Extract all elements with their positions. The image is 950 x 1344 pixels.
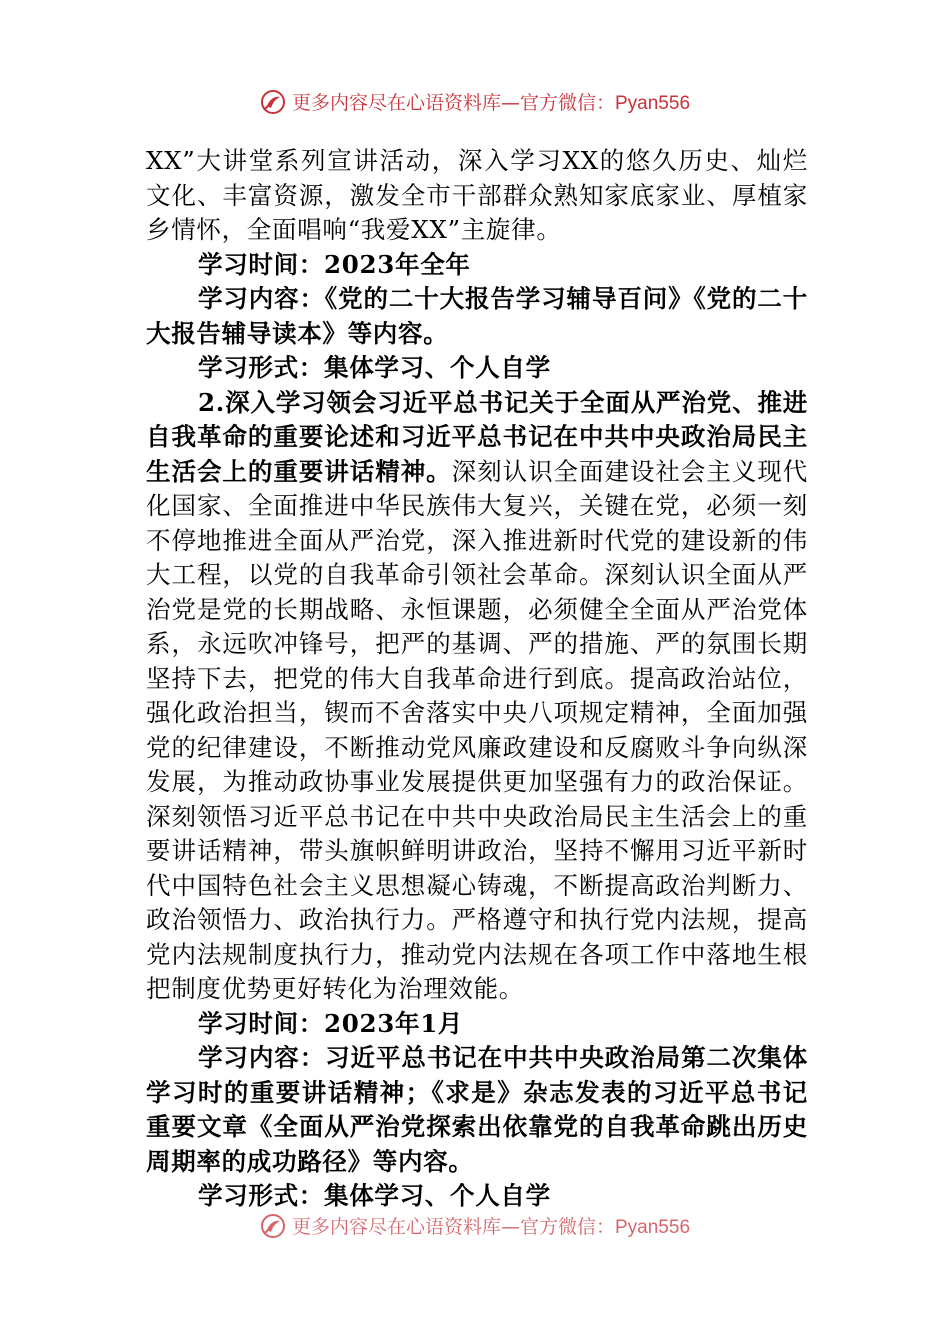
watermark-text: 更多内容尽在心语资料库—官方微信：	[291, 1216, 615, 1238]
study-content-2: 学习内容：习近平总书记在中共中央政治局第二次集体学习时的重要讲话精神；《求是》杂志发表的习近平总书记重要文章《全面从严治党探索出依靠党的自我革命跳出历史周期率的成功路径》等内容。	[146, 1043, 808, 1176]
brand-logo-icon	[260, 1213, 286, 1239]
watermark-id: Pyan556	[615, 93, 691, 114]
section-2	[146, 386, 808, 1007]
watermark-footer	[0, 1212, 950, 1239]
watermark-id: Pyan556	[615, 1217, 691, 1238]
brand-logo-icon	[260, 89, 286, 115]
section-2-heading: 2.深入学习领会习近平总书记关于全面从严治党、推进自我革命的重要论述和习近平总书记在中共中央政治局民主生活会上的重要讲话精神。	[146, 387, 808, 486]
watermark-header	[0, 88, 950, 115]
document-body	[146, 144, 808, 1214]
study-content-1: 学习内容：《党的二十大报告学习辅导百问》《党的二十大报告辅导读本》等内容。	[146, 284, 808, 348]
section-2-body: 深刻认识全面建设社会主义现代化国家、全面推进中华民族伟大复兴，关键在党，必须一刻不停地推进全面从严治党，深入推进新时代党的建设新的伟大工程，以党的自我革命引领社会革命。深刻认识全面从严治党是党的长期战略、永恒课题，必须健全全面从严治党体系，永远吹冲锋号，把严的基调、严的措施、严的氛围长期坚持下去，把党的伟大自我革命进行到底。提高政治站位，强化政治担当，锲而不舍落实中央八项规定精神，全面加强党的纪律建设，不断推动党风廉政建设和反腐败斗争向纵深发展，为推动政协事业发展提供更加坚强有力的政治保证。深刻领悟习近平总书记在中共中央政治局民主生活会上的重要讲话精神，带头旗帜鲜明讲政治，坚持不懈用习近平新时代中国特色社会主义思想凝心铸魂，不断提高政治判断力、政治领悟力、政治执行力。严格遵守和执行党内法规，提高党内法规制度执行力，推动党内法规在各项工作中落地生根把制度优势更好转化为治理效能。	[146, 456, 808, 1003]
paragraph-intro: XX”大讲堂系列宣讲活动，深入学习XX的悠久历史、灿烂文化、丰富资源，激发全市干部群众熟知家底家业、厚植家乡情怀，全面唱响“我爱XX”主旋律。	[146, 146, 808, 244]
study-time-1: 学习时间：2023年全年	[198, 249, 471, 279]
study-form-1: 学习形式：集体学习、个人自学	[198, 353, 551, 382]
study-form-2: 学习形式：集体学习、个人自学	[198, 1181, 551, 1210]
study-time-2: 学习时间：2023年1月	[198, 1008, 464, 1038]
watermark-text: 更多内容尽在心语资料库—官方微信：	[291, 92, 615, 114]
